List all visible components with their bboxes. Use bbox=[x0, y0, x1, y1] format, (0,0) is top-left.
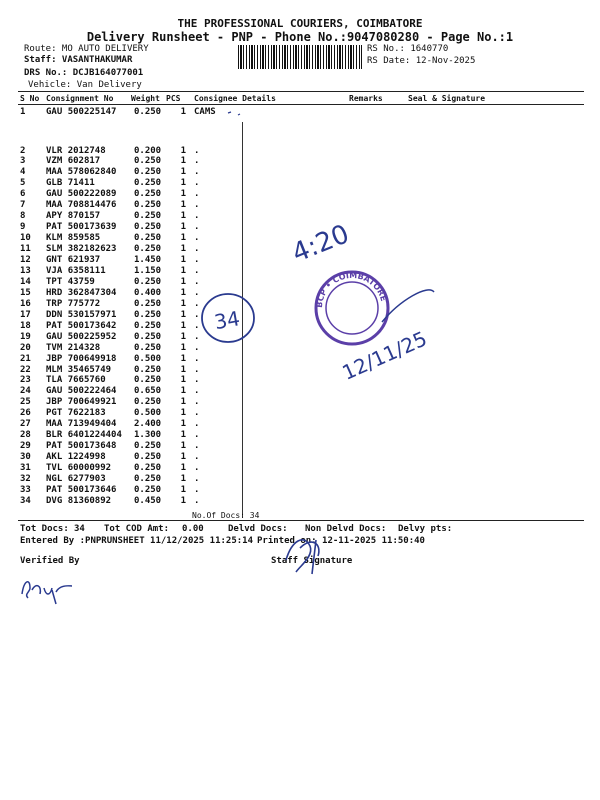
row-weight: 0.250 bbox=[134, 375, 162, 386]
document-title: Delivery Runsheet - PNP - Phone No.:9047080280 - Page No.:1 bbox=[86, 30, 514, 44]
row-consignee: . bbox=[194, 287, 200, 298]
consignment-number: 71411 bbox=[67, 178, 95, 189]
row-weight: 0.650 bbox=[134, 386, 162, 397]
tot-docs-label: Tot Docs: bbox=[20, 524, 69, 534]
row-consignee: . bbox=[194, 353, 200, 364]
tot-docs-value: 34 bbox=[74, 524, 85, 534]
row-weight: 0.250 bbox=[134, 298, 162, 309]
row-sno: 19 bbox=[20, 331, 31, 342]
row-consignee: . bbox=[194, 222, 200, 233]
row-weight: 0.250 bbox=[134, 397, 162, 408]
consignment-number: 35465749 bbox=[67, 364, 112, 375]
consignment-number: 500225952 bbox=[67, 331, 117, 342]
consignment-code: GLB bbox=[46, 178, 63, 189]
row-consignee: . bbox=[194, 189, 200, 200]
consignment-number: 859585 bbox=[67, 233, 101, 244]
consignment-number: 7622183 bbox=[67, 408, 106, 419]
consignment-number: 500222464 bbox=[67, 386, 117, 397]
row-weight: 0.250 bbox=[134, 331, 162, 342]
row-consignee: . bbox=[194, 265, 200, 276]
row-pcs: 1 bbox=[180, 375, 186, 386]
consignment-code: PAT bbox=[46, 320, 63, 331]
row-weight: 0.250 bbox=[134, 484, 162, 495]
row-weight: 0.250 bbox=[134, 211, 162, 222]
row-weight: 2.400 bbox=[134, 419, 162, 430]
row-consignee: . bbox=[194, 276, 200, 287]
row-consignee: . bbox=[194, 178, 200, 189]
row-pcs: 1 bbox=[180, 265, 186, 276]
row-pcs: 1 bbox=[180, 178, 186, 189]
row-pcs: 1 bbox=[180, 474, 186, 484]
ink-stroke bbox=[382, 290, 434, 322]
row-consignee: . bbox=[194, 320, 200, 331]
row-pcs: 1 bbox=[180, 156, 186, 167]
rs-date: RS Date: 12-Nov-2025 bbox=[367, 56, 476, 66]
row-sno: 29 bbox=[20, 441, 31, 452]
row-pcs: 1 bbox=[180, 441, 186, 452]
row-consignee: . bbox=[194, 167, 200, 178]
consignment-number: 775772 bbox=[67, 298, 101, 309]
drs-number: DRS No.: DCJB164077001 bbox=[24, 68, 144, 78]
row-weight: 1.450 bbox=[134, 255, 162, 265]
consignment-code: GAU bbox=[46, 331, 63, 342]
row-weight: 1.150 bbox=[134, 265, 162, 276]
row-sno: 12 bbox=[20, 255, 31, 265]
tot-cod-value: 0.00 bbox=[182, 524, 204, 534]
row-weight: 0.250 bbox=[134, 156, 162, 167]
row-sno: 26 bbox=[20, 408, 31, 419]
consignment-number: 530157971 bbox=[67, 309, 117, 320]
col-seal-signature: Seal & Signature bbox=[408, 94, 486, 103]
company-name: THE PROFESSIONAL COURIERS, COIMBATORE bbox=[177, 17, 423, 30]
row-weight: 0.250 bbox=[134, 189, 162, 200]
row-sno: 8 bbox=[20, 211, 26, 222]
staff-signature-scribble bbox=[286, 540, 319, 574]
row-consignee: . bbox=[194, 364, 200, 375]
row-sno: 2 bbox=[20, 145, 26, 156]
row-sno: 33 bbox=[20, 484, 31, 495]
row-consignee: . bbox=[194, 145, 200, 156]
row-pcs: 1 bbox=[180, 255, 186, 265]
col-remarks: Remarks bbox=[349, 94, 383, 103]
consignment-number: 500173639 bbox=[67, 222, 117, 233]
row-sno: 10 bbox=[20, 233, 31, 244]
row-sno: 17 bbox=[20, 309, 31, 320]
row-pcs: 1 bbox=[180, 386, 186, 397]
consignment-code: GAU bbox=[46, 386, 63, 397]
row-weight: 0.250 bbox=[134, 452, 162, 463]
consignment-code: HRD bbox=[46, 287, 63, 298]
row-sno: 28 bbox=[20, 430, 31, 441]
row-sno: 24 bbox=[20, 386, 31, 397]
consignment-code: SLM bbox=[46, 244, 63, 255]
entered-by: Entered By :PNPRUNSHEET 11/12/2025 11:25:14 bbox=[20, 536, 253, 546]
row-sno: 31 bbox=[20, 463, 31, 474]
consignment-number: 700649921 bbox=[67, 397, 117, 408]
consignment-code: PGT bbox=[46, 408, 63, 419]
consignment-code: MAA bbox=[46, 419, 63, 430]
row-pcs: 1 bbox=[180, 211, 186, 222]
staff-signature-label: Staff Signature bbox=[271, 556, 353, 566]
row-weight: 0.250 bbox=[134, 244, 162, 255]
row-pcs: 1 bbox=[180, 287, 186, 298]
consignment-number: 500222089 bbox=[67, 189, 117, 200]
row-pcs: 1 bbox=[180, 200, 186, 211]
consignment-code: BLR bbox=[46, 430, 63, 441]
consignment-number: 602817 bbox=[67, 156, 101, 167]
row-pcs: 1 bbox=[180, 145, 186, 156]
consignment-code: GNT bbox=[46, 255, 63, 265]
consignment-code: TRP bbox=[46, 298, 63, 309]
row-consignee: . bbox=[194, 375, 200, 386]
row-pcs: 1 bbox=[180, 189, 186, 200]
consignment-code: GAU bbox=[46, 189, 63, 200]
row-weight: 0.250 bbox=[134, 463, 162, 474]
row-pcs: 1 bbox=[180, 430, 186, 441]
row-consignee: . bbox=[194, 211, 200, 222]
consignment-code: TVL bbox=[46, 463, 63, 474]
row-pcs: 1 bbox=[180, 353, 186, 364]
stamp-text: BCP • COIMBATORE bbox=[314, 270, 389, 309]
row-sno: 1 bbox=[20, 107, 26, 117]
delvd-docs-label: Delvd Docs: bbox=[228, 524, 288, 534]
row-sno: 3 bbox=[20, 156, 26, 167]
consignment-number: 81360892 bbox=[67, 495, 112, 506]
consignment-code: NGL bbox=[46, 474, 63, 484]
row-pcs: 1 bbox=[180, 167, 186, 178]
consignment-number: 713949404 bbox=[67, 419, 117, 430]
consignment-number: 6277903 bbox=[67, 474, 106, 484]
row-pcs: 1 bbox=[180, 397, 186, 408]
consignment-code: TPT bbox=[46, 276, 63, 287]
col-weight: Weight bbox=[131, 94, 160, 103]
row-weight: 0.400 bbox=[134, 287, 162, 298]
row-consignee: . bbox=[194, 244, 200, 255]
non-delvd-docs-label: Non Delvd Docs: bbox=[305, 524, 387, 534]
consignment-code: KLM bbox=[46, 233, 63, 244]
row-sno: 14 bbox=[20, 276, 31, 287]
row-weight: 0.250 bbox=[134, 222, 162, 233]
handwritten-date: 12/11/25 bbox=[338, 326, 431, 385]
row-sno: 7 bbox=[20, 200, 26, 211]
row-sno: 23 bbox=[20, 375, 31, 386]
row-sno: 11 bbox=[20, 244, 31, 255]
row-consignee: . bbox=[194, 156, 200, 167]
row-consignee: . bbox=[194, 386, 200, 397]
consignment-number: 382182623 bbox=[67, 244, 117, 255]
consignment-code: VJA bbox=[46, 265, 63, 276]
row-weight: 0.250 bbox=[134, 178, 162, 189]
consignment-number: 621937 bbox=[67, 255, 101, 265]
row-sno: 4 bbox=[20, 167, 26, 178]
consignment-number: 500173648 bbox=[67, 441, 117, 452]
row-pcs: 1 bbox=[180, 331, 186, 342]
verified-by-label: Verified By bbox=[20, 556, 80, 566]
rs-number: RS No.: 1640770 bbox=[367, 44, 449, 54]
no-of-docs: No.Of Docs: 34 bbox=[192, 511, 260, 520]
handwritten-time: 4:20 bbox=[288, 219, 354, 269]
consignment-number: 43759 bbox=[67, 276, 95, 287]
consignment-number: 6401224404 bbox=[67, 430, 122, 441]
col-sno: S No bbox=[20, 94, 40, 103]
row-consignee: . bbox=[194, 309, 200, 320]
consignment-number: 500173646 bbox=[67, 484, 117, 495]
row-pcs: 1 bbox=[180, 495, 186, 506]
consignment-code: MLM bbox=[46, 364, 63, 375]
row-weight: 0.250 bbox=[134, 276, 162, 287]
delvy-pts-label: Delvy pts: bbox=[398, 524, 453, 534]
row-sno: 16 bbox=[20, 298, 31, 309]
row-sno: 20 bbox=[20, 342, 31, 353]
row-consignee: . bbox=[194, 408, 200, 419]
consignment-number: 578062840 bbox=[67, 167, 117, 178]
row-weight: 1.300 bbox=[134, 430, 162, 441]
consignment-code: DVG bbox=[46, 495, 63, 506]
row-pcs: 1 bbox=[180, 244, 186, 255]
row-consignee: . bbox=[194, 430, 200, 441]
row-pcs: 1 bbox=[180, 233, 186, 244]
row-consignee: . bbox=[194, 484, 200, 495]
row-weight: 0.250 bbox=[134, 309, 162, 320]
row-pcs: 1 bbox=[180, 222, 186, 233]
row-sno: 21 bbox=[20, 353, 31, 364]
consignment-number: 2012748 bbox=[67, 145, 106, 156]
row-weight: 0.200 bbox=[134, 145, 162, 156]
consignment-number: 870157 bbox=[67, 211, 101, 222]
row-sno: 18 bbox=[20, 320, 31, 331]
consignment-number: 362847304 bbox=[67, 287, 117, 298]
row-consignee: . bbox=[194, 419, 200, 430]
row-consignee: . bbox=[194, 441, 200, 452]
row-sno: 13 bbox=[20, 265, 31, 276]
row-consignee: . bbox=[194, 397, 200, 408]
row-pcs: 1 bbox=[180, 276, 186, 287]
consignment-number: 60000992 bbox=[67, 463, 112, 474]
row-consignee: . bbox=[194, 495, 200, 506]
handwritten-count: 34 bbox=[212, 306, 242, 335]
col-consignment: Consignment No bbox=[46, 94, 114, 103]
row-sno: 15 bbox=[20, 287, 31, 298]
row-pcs: 1 bbox=[180, 419, 186, 430]
consignment-number: 500173642 bbox=[67, 320, 117, 331]
row-consignee: . bbox=[194, 331, 200, 342]
row-sno: 5 bbox=[20, 178, 26, 189]
row-consignee: . bbox=[194, 474, 200, 484]
row-consignee: . bbox=[194, 452, 200, 463]
row-pcs: 1 bbox=[180, 298, 186, 309]
row-pcs: 1 bbox=[180, 408, 186, 419]
row-weight: 0.250 bbox=[134, 441, 162, 452]
row-pcs: 1 bbox=[180, 452, 186, 463]
row-pcs: 1 bbox=[180, 107, 186, 117]
row-consignee: . bbox=[194, 298, 200, 309]
vehicle-text: Vehicle: Van Delivery bbox=[28, 80, 142, 90]
consignment-number: 7665760 bbox=[67, 375, 106, 386]
row-consignee: . bbox=[194, 233, 200, 244]
row-sno: 34 bbox=[20, 495, 31, 506]
row-sno: 27 bbox=[20, 419, 31, 430]
consignment-code: TLA bbox=[46, 375, 63, 386]
consignment-number: 700649918 bbox=[67, 353, 117, 364]
row-weight: 0.250 bbox=[134, 320, 162, 331]
consignment-code: JBP bbox=[46, 353, 63, 364]
consignment-code: MAA bbox=[46, 200, 63, 211]
row-consignee: CAMS bbox=[194, 107, 216, 117]
col-pcs: PCS bbox=[166, 94, 181, 103]
row-weight: 0.250 bbox=[134, 233, 162, 244]
row-weight: 0.500 bbox=[134, 408, 162, 419]
consignment-code: GAU bbox=[46, 107, 63, 117]
row-consignee: . bbox=[194, 463, 200, 474]
printed-on: Printed on: 12-11-2025 11:50:40 bbox=[257, 536, 425, 546]
row-weight: 0.250 bbox=[134, 364, 162, 375]
consignment-number: 708814476 bbox=[67, 200, 117, 211]
staff-text: Staff: VASANTHAKUMAR bbox=[24, 55, 133, 65]
consignment-number: 1224998 bbox=[67, 452, 106, 463]
consignment-code: PAT bbox=[46, 441, 63, 452]
row-sno: 22 bbox=[20, 364, 31, 375]
consignment-code: DDN bbox=[46, 309, 63, 320]
route-text: Route: MO AUTO DELIVERY bbox=[24, 44, 149, 54]
consignment-number: 500225147 bbox=[67, 107, 117, 117]
consignment-number: 6358111 bbox=[67, 265, 106, 276]
consignment-number: 214328 bbox=[67, 342, 101, 353]
row-consignee: . bbox=[194, 342, 200, 353]
row-weight: 0.250 bbox=[134, 167, 162, 178]
consignment-code: APY bbox=[46, 211, 63, 222]
row-pcs: 1 bbox=[180, 342, 186, 353]
row-weight: 0.250 bbox=[134, 107, 162, 117]
row-pcs: 1 bbox=[180, 463, 186, 474]
row-sno: 30 bbox=[20, 452, 31, 463]
row-weight: 0.450 bbox=[134, 495, 162, 506]
consignment-code: PAT bbox=[46, 222, 63, 233]
row-pcs: 1 bbox=[180, 309, 186, 320]
consignment-code: PAT bbox=[46, 484, 63, 495]
consignment-code: MAA bbox=[46, 167, 63, 178]
consignment-code: VLR bbox=[46, 145, 63, 156]
seal-stamp bbox=[315, 271, 388, 344]
consignment-code: JBP bbox=[46, 397, 63, 408]
row-consignee: . bbox=[194, 255, 200, 265]
row-sno: 9 bbox=[20, 222, 26, 233]
tot-cod-label: Tot COD Amt: bbox=[104, 524, 170, 534]
consignment-code: TVM bbox=[46, 342, 63, 353]
consignment-code: AKL bbox=[46, 452, 63, 463]
row-weight: 0.250 bbox=[134, 474, 162, 484]
row-sno: 32 bbox=[20, 474, 31, 484]
row-consignee: . bbox=[194, 200, 200, 211]
row-pcs: 1 bbox=[180, 364, 186, 375]
verified-signature-scribble bbox=[22, 582, 72, 604]
row-sno: 6 bbox=[20, 189, 26, 200]
ink-mark bbox=[228, 112, 240, 115]
row-pcs: 1 bbox=[180, 484, 186, 495]
col-consignee: Consignee Details bbox=[194, 94, 276, 103]
row-weight: 0.250 bbox=[134, 342, 162, 353]
row-weight: 0.250 bbox=[134, 200, 162, 211]
row-sno: 25 bbox=[20, 397, 31, 408]
row-pcs: 1 bbox=[180, 320, 186, 331]
row-weight: 0.500 bbox=[134, 353, 162, 364]
consignment-code: VZM bbox=[46, 156, 63, 167]
